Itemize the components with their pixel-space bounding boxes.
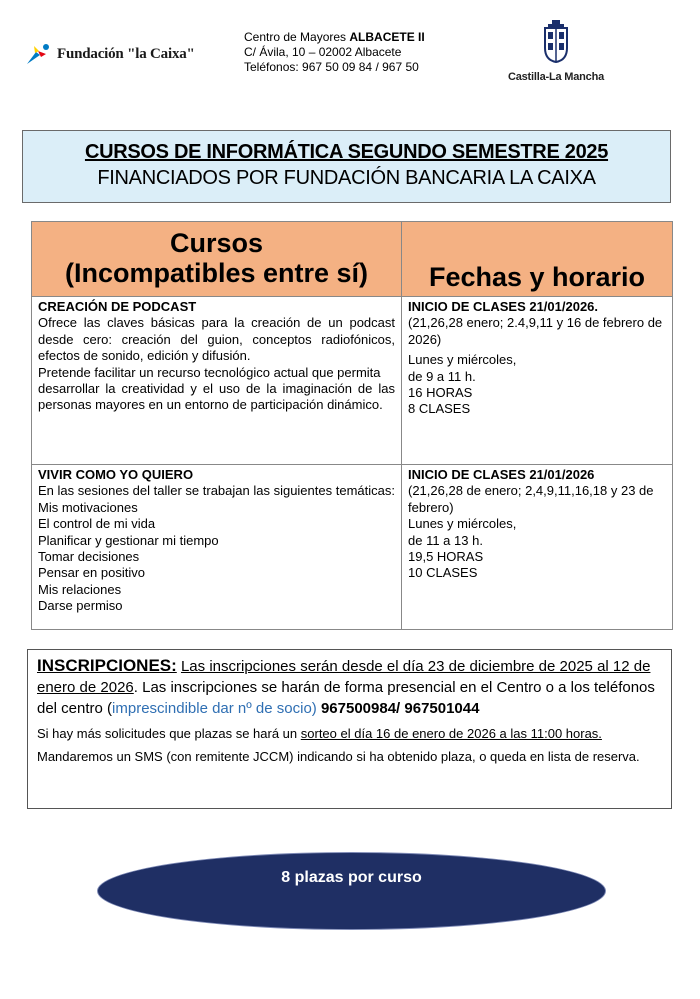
course-title: VIVIR COMO YO QUIERO <box>38 467 194 482</box>
places-oval <box>97 852 606 930</box>
center-phones: Teléfonos: 967 50 09 84 / 967 50 <box>244 60 419 74</box>
course-start: INICIO DE CLASES 21/01/2026 <box>408 467 595 482</box>
sms-paragraph: Mandaremos un SMS (con remitente JCCM) indicando si ha obtenido plaza, o queda en lista de reserva. <box>37 749 640 764</box>
member-number-note: imprescindible dar nº de socio) <box>112 700 317 717</box>
table-row <box>32 297 673 465</box>
registration-paragraph: INSCRIPCIONES: Las inscripciones serán desde el día 23 de diciembre de 2025 al 12 de enero de 2026. Las inscripciones se harán de forma presencial en el Centro o a los teléfonos del centro (imprescindible dar nº de socio) 967500984/ 967501044 <box>37 656 655 717</box>
center-name: Centro de Mayores ALBACETE II <box>244 30 425 44</box>
page-title: CURSOS DE INFORMÁTICA SEGUNDO SEMESTRE 2025 <box>84 141 609 163</box>
course-info-vivir: VIVIR COMO YO QUIERO En las sesiones del taller se trabajan las siguientes temáticas: Mis motivaciones El control de mi vida Planificar y gestionar mi tiempo Tomar decisiones Pensar en positivo Mis relaciones Darse permiso <box>32 465 402 630</box>
courses-table <box>31 221 673 630</box>
fundacion-la-caixa-logo <box>24 42 195 66</box>
clm-logo-text: Castilla-La Mancha <box>507 71 605 83</box>
title-box <box>22 130 671 203</box>
caixa-star-icon <box>24 42 52 66</box>
places-text: 8 plazas por curso <box>281 869 422 886</box>
lottery-date: sorteo el día 16 de enero de 2026 a las 11:00 horas. <box>300 726 602 741</box>
course-start: INICIO DE CLASES 21/01/2026. <box>408 299 599 314</box>
header-cursos: Cursos (Incompatibles entre sí) <box>32 222 402 297</box>
center-address: C/ Ávila, 10 – 02002 Albacete <box>244 45 402 59</box>
course-info-podcast: CREACIÓN DE PODCAST Ofrece las claves básicas para la creación de un podcast desde cero: creación del guion, conceptos radiofónicos, efectos de sonido, edición y difusión. Pretende facilitar un recurso tecnológico actual que permita desarrollar la creatividad y el uso de la imaginación de las personas mayores en un entorno de participación dinámico. <box>32 297 402 465</box>
center-name-bold: ALBACETE II <box>349 30 425 44</box>
caixa-logo-text: Fundación "la Caixa" <box>57 45 195 62</box>
clm-coat-of-arms-icon <box>541 18 571 64</box>
course-title: CREACIÓN DE PODCAST <box>38 299 197 314</box>
course-schedule-podcast: INICIO DE CLASES 21/01/2026. (21,26,28 enero; 2.4,9,11 y 16 de febrero de 2026) Lunes y miércoles, de 9 a 11 h. 16 HORAS 8 CLASES <box>402 297 673 465</box>
center-info <box>244 30 425 75</box>
registration-heading: INSCRIPCIONES: <box>37 656 177 675</box>
page-subtitle: FINANCIADOS POR FUNDACIÓN BANCARIA LA CAIXA <box>97 167 596 189</box>
registration-box <box>27 649 672 809</box>
lottery-paragraph: Si hay más solicitudes que plazas se hará un sorteo el día 16 de enero de 2026 a las 11:00 horas. <box>37 726 602 741</box>
course-schedule-vivir: INICIO DE CLASES 21/01/2026 (21,26,28 de enero; 2,4,9,11,16,18 y 23 de febrero) Lunes y miércoles, de 11 a 13 h. 19,5 HORAS 10 CLASES <box>402 465 673 630</box>
registration-dates: Las inscripciones serán desde el día 23 de diciembre de 2025 al 12 de enero de 2026 <box>37 658 651 696</box>
registration-phones: 967500984/ 967501044 <box>316 700 480 717</box>
header-fechas: Fechas y horario <box>402 222 673 297</box>
castilla-la-mancha-logo <box>506 18 606 83</box>
table-row <box>32 465 673 630</box>
table-header-row <box>32 222 673 297</box>
